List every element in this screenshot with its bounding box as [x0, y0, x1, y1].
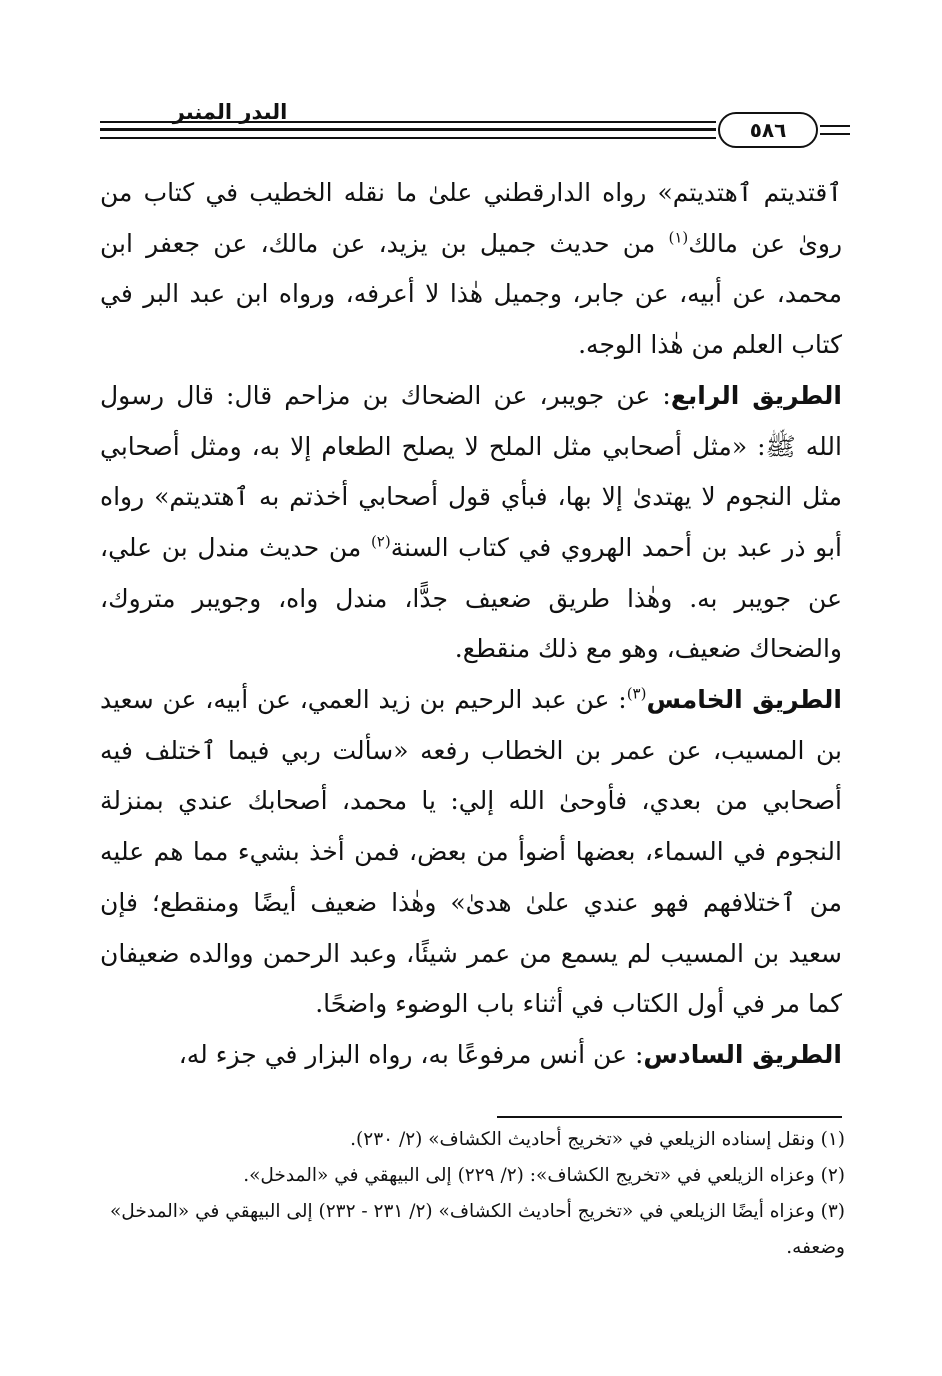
main-text [100, 168, 842, 1081]
header-rule [820, 125, 850, 127]
paragraph-text: : عن أنس مرفوعًا به، رواه البزار في جزء له، [178, 1039, 644, 1069]
header-rule [100, 121, 716, 123]
footnote: (٣) وعزاه أيضًا الزيلعي في «تخريج أحاديث الكشاف» (٢/ ٢٣١ - ٢٣٢) إلى البيهقي في «المدخل» وضعفه. [109, 1201, 845, 1258]
paragraph [100, 675, 842, 1030]
section-lead: الطريق الرابع [670, 380, 843, 410]
paragraph [100, 371, 842, 675]
section-lead: الطريق السادس [643, 1039, 842, 1069]
paragraph-text: من حديث مندل بن علي، عن جويبر به. وهٰذا طريق ضعيف جدًّا، مندل واه، وجويبر متروك، والضحاك ضعيف، وهو مع ذلك منقطع. [100, 532, 842, 664]
running-title: البدر المنير [172, 100, 288, 124]
section-lead: الطريق الخامس [646, 685, 842, 715]
footnotes [100, 1122, 845, 1266]
paragraph [100, 168, 842, 371]
footnote: (١) ونقل إسناده الزيلعي في «تخريج أحاديث الكشاف» (٢/ ٢٣٠). [350, 1129, 845, 1150]
page-number: ٥٨٦ [718, 112, 818, 148]
paragraph-text: : عن عبد الرحيم بن زيد العمي، عن أبيه، عن سعيد بن المسيب، عن عمر بن الخطاب رفعه «سألت ربي فيما ٱختلف فيه أصحابي من بعدي، فأوحىٰ الله إلي: يا محمد، أصحابك عندي بمنزلة النجوم في السماء، بعضها أضوأ من بعض، فمن أخذ بشيء مما هم عليه من ٱختلافهم فهو عندي علىٰ هدىٰ» وهٰذا ضعيف أيضًا ومنقطع؛ فإن سعيد بن المسيب لم يسمع من عمر شيئًا، وعبد الرحمن ووالده ضعيفان كما مر في أول الكتاب في أثناء باب الوضوء واضحًا. [100, 685, 842, 1019]
paragraph-text: ٱقتديتم ٱهتديتم» رواه الدارقطني علىٰ ما نقله الخطيب في كتاب من روىٰ عن مالك [100, 178, 843, 258]
footnote-ref[interactable]: (١) [668, 228, 689, 247]
header-rule [100, 137, 716, 139]
footnote-ref[interactable]: (٣) [626, 684, 647, 703]
footnote-ref[interactable]: (٢) [370, 532, 391, 551]
header-rule [820, 133, 850, 135]
page-header [0, 0, 942, 160]
paragraph [100, 1030, 842, 1081]
footnote: (٢) وعزاه الزيلعي في «تخريج الكشاف»: (٢/ ٢٢٩) إلى البيهقي في «المدخل». [243, 1165, 845, 1186]
paragraph-text: من حديث جميل بن يزيد، عن مالك، عن جعفر ابن محمد، عن أبيه، عن جابر، وجميل هٰذا لا أعرفه، ورواه ابن عبد البر في كتاب العلم من هٰذا الوجه. [100, 228, 842, 360]
header-rule [100, 128, 716, 131]
footnote-separator [497, 1116, 842, 1118]
paragraph-text: : عن جويبر، عن الضحاك بن مزاحم قال: قال رسول الله ﷺ: «مثل أصحابي مثل الملح لا يصلح الطعام إلا به، ومثل أصحابي مثل النجوم لا يهتدىٰ إلا بها، فبأي قول أصحابي أخذتم به ٱهتديتم» رواه أبو ذر عبد بن أحمد الهروي في كتاب السنة [100, 380, 842, 562]
